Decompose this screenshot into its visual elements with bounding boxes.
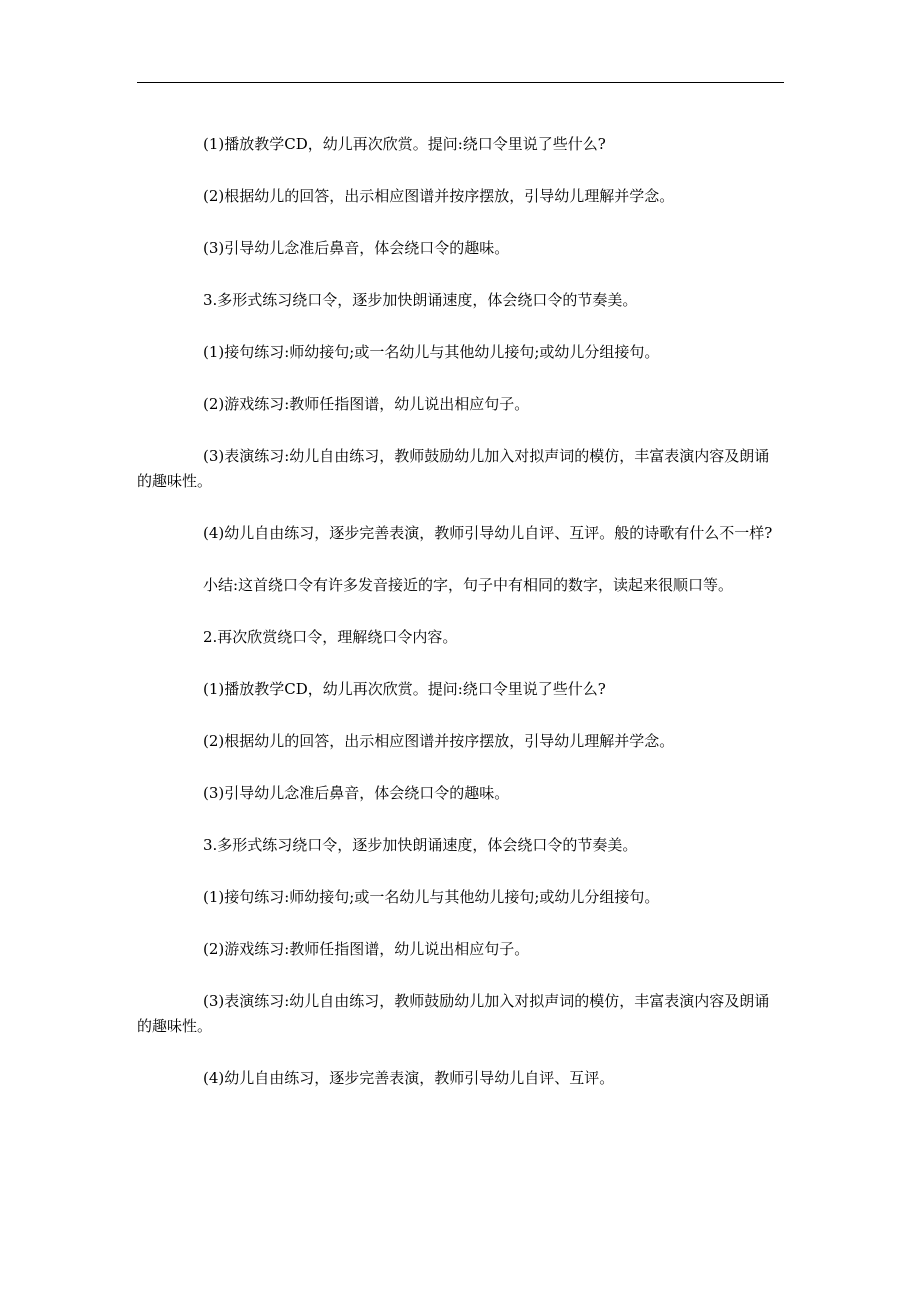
paragraph: (1)播放教学CD，幼儿再次欣赏。提问:绕口令里说了些什么? [203,135,606,153]
paragraph: 3.多形式练习绕口令，逐步加快朗诵速度，体会绕口令的节奏美。 [203,291,638,309]
paragraph: (2)根据幼儿的回答，出示相应图谱并按序摆放，引导幼儿理解并学念。 [203,732,675,750]
paragraph: (4)幼儿自由练习，逐步完善表演，教师引导幼儿自评、互评。 [203,1069,615,1087]
paragraph: (3)表演练习:幼儿自由练习，教师鼓励幼儿加入对拟声词的模仿，丰富表演内容及朗诵的趣味性。 [137,992,770,1035]
paragraph: (3)表演练习:幼儿自由练习，教师鼓励幼儿加入对拟声词的模仿，丰富表演内容及朗诵的趣味性。 [137,447,770,490]
paragraph: (1)播放教学CD，幼儿再次欣赏。提问:绕口令里说了些什么? [203,680,606,698]
document-body [137,132,784,1118]
paragraph: (3)引导幼儿念准后鼻音，体会绕口令的趣味。 [203,239,510,257]
paragraph: 2.再次欣赏绕口令，理解绕口令内容。 [203,628,458,646]
paragraph: (2)根据幼儿的回答，出示相应图谱并按序摆放，引导幼儿理解并学念。 [203,187,675,205]
paragraph: 小结:这首绕口令有许多发音接近的字，句子中有相同的数字，读起来很顺口等。 [203,576,734,594]
paragraph: 3.多形式练习绕口令，逐步加快朗诵速度，体会绕口令的节奏美。 [203,836,638,854]
header-rule [137,82,784,83]
paragraph: (1)接句练习:师幼接句;或一名幼儿与其他幼儿接句;或幼儿分组接句。 [203,343,660,361]
paragraph: (2)游戏练习:教师任指图谱，幼儿说出相应句子。 [203,940,530,958]
paragraph: (2)游戏练习:教师任指图谱，幼儿说出相应句子。 [203,395,530,413]
paragraph: (3)引导幼儿念准后鼻音，体会绕口令的趣味。 [203,784,510,802]
paragraph: (4)幼儿自由练习，逐步完善表演，教师引导幼儿自评、互评。般的诗歌有什么不一样? [203,524,773,542]
paragraph: (1)接句练习:师幼接句;或一名幼儿与其他幼儿接句;或幼儿分组接句。 [203,888,660,906]
